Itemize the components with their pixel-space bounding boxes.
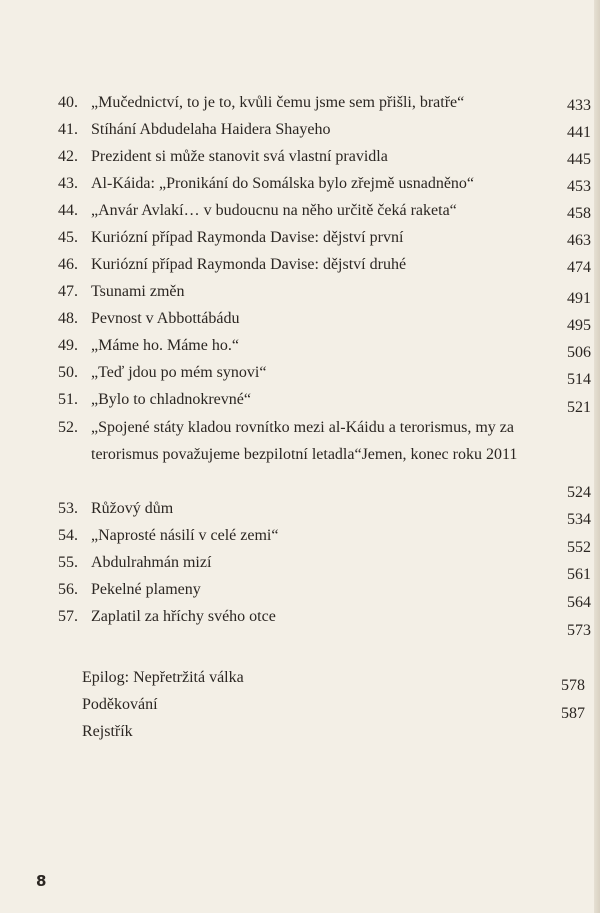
chapter-title: Růžový dům	[91, 500, 174, 517]
chapter-number: 52.	[58, 419, 78, 436]
chapter-number: 41.	[58, 121, 78, 138]
chapter-number: 54.	[58, 527, 78, 544]
back-matter-title: Epilog: Nepřetržitá válka	[82, 669, 244, 686]
chapter-title: Al-Káida: „Pronikání do Somálska bylo zřejmě usnadněno“	[91, 175, 475, 192]
chapter-title: Pevnost v Abbottábádu	[91, 310, 240, 327]
back-matter-title: Rejstřík	[82, 723, 133, 740]
page-number: 491	[567, 290, 591, 307]
chapter-title: Abdulrahmán mizí	[91, 554, 212, 571]
page-number: 433	[567, 97, 591, 114]
page-number: 552	[567, 539, 591, 556]
chapter-title: Tsunami změn	[91, 283, 185, 300]
page-number: 463	[567, 232, 591, 249]
page-number: 524	[567, 484, 591, 501]
chapter-title: Kuriózní případ Raymonda Davise: dějství první	[91, 229, 404, 246]
chapter-title: „Teď jdou po mém synovi“	[91, 364, 267, 381]
page-number: 521	[567, 399, 591, 416]
page-number: 506	[567, 344, 591, 361]
page-number: 578	[561, 677, 585, 694]
chapter-number: 47.	[58, 283, 78, 300]
page-number: 573	[567, 622, 591, 639]
page-number: 587	[561, 705, 585, 722]
page-number: 495	[567, 317, 591, 334]
chapter-title: Prezident si může stanovit svá vlastní pravidla	[91, 148, 388, 165]
chapter-number: 56.	[58, 581, 78, 598]
page-number: 561	[567, 566, 591, 583]
page-number: 564	[567, 594, 591, 611]
chapter-title: „Máme ho. Máme ho.“	[91, 337, 239, 354]
chapter-number: 42.	[58, 148, 78, 165]
chapter-number: 57.	[58, 608, 78, 625]
chapter-title: Zaplatil za hříchy svého otce	[91, 608, 276, 625]
page-number: 474	[567, 259, 591, 276]
page-number: 458	[567, 205, 591, 222]
chapter-number: 44.	[58, 202, 78, 219]
chapter-title: „Mučednictví, to je to, kvůli čemu jsme sem přišli, bratře“	[91, 94, 465, 111]
chapter-number: 40.	[58, 94, 78, 111]
chapter-number: 55.	[58, 554, 78, 571]
chapter-number: 48.	[58, 310, 78, 327]
chapter-title: „Spojené státy kladou rovnítko mezi al-Káidu a terorismus, my za terorismus považujeme bezpilotní letadla“Jemen, konec roku 2011	[91, 419, 518, 463]
page-edge	[594, 0, 600, 913]
chapter-number: 53.	[58, 500, 78, 517]
back-matter-title: Poděkování	[82, 696, 158, 713]
page-number: 514	[567, 371, 591, 388]
chapter-title: „Bylo to chladnokrevné“	[91, 391, 251, 408]
chapter-number: 51.	[58, 391, 78, 408]
chapter-number: 43.	[58, 175, 78, 192]
page-number: 534	[567, 511, 591, 528]
chapter-title: Kuriózní případ Raymonda Davise: dějství druhé	[91, 256, 407, 273]
chapter-title: Stíhání Abdudelaha Haidera Shayeho	[91, 121, 331, 138]
folio-page-number: 8	[36, 872, 47, 890]
chapter-number: 49.	[58, 337, 78, 354]
chapter-title: Pekelné plameny	[91, 581, 201, 598]
chapter-number: 50.	[58, 364, 78, 381]
chapter-title: „Anvár Avlakí… v budoucnu na něho určitě čeká raketa“	[91, 202, 457, 219]
chapter-title: „Naprosté násilí v celé zemi“	[91, 527, 279, 544]
chapter-number: 45.	[58, 229, 78, 246]
page-number: 441	[567, 124, 591, 141]
chapter-number: 46.	[58, 256, 78, 273]
page-number: 453	[567, 178, 591, 195]
page-number: 445	[567, 151, 591, 168]
